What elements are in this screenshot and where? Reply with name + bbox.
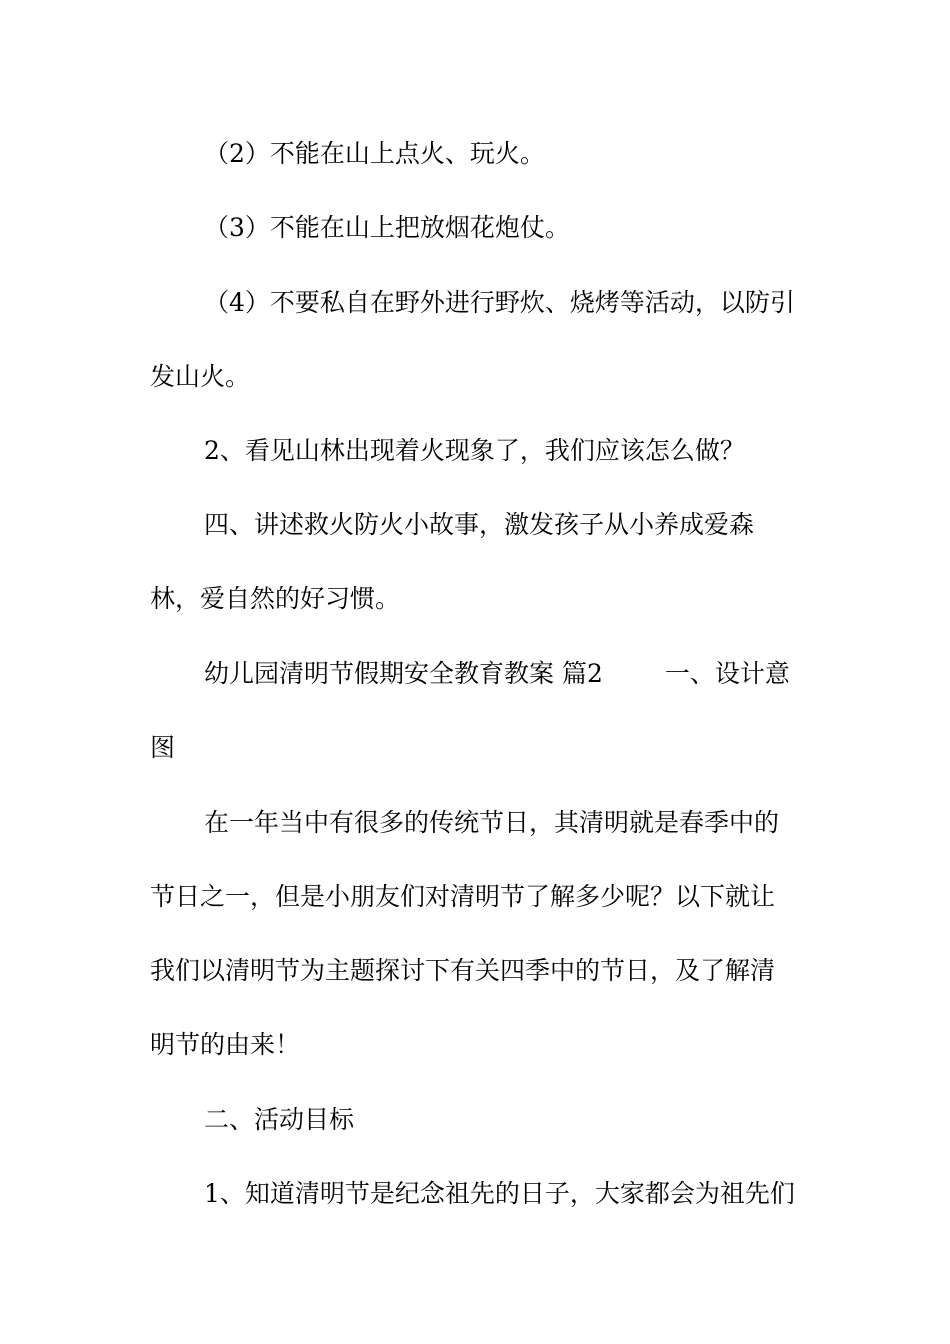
section-two-heading: 二、活动目标 [204, 1105, 355, 1134]
section-one-heading: 一、设计意 [664, 659, 790, 688]
intro-paragraph-line-3: 我们以清明节为主题探讨下有关四季中的节日，及了解清 [150, 956, 776, 985]
section-four-line-1: 四、讲述救火防火小故事，激发孩子从小养成爱森 [204, 510, 755, 539]
list-item-2: （2）不能在山上点火、玩火。 [204, 139, 545, 168]
list-item-4-line-1: （4）不要私自在野外进行野炊、烧烤等活动，以防引 [204, 288, 795, 317]
intro-paragraph-line-1: 在一年当中有很多的传统节日，其清明就是春季中的 [204, 808, 780, 837]
question-paragraph: 2、看见山林出现着火现象了，我们应该怎么做？ [204, 436, 745, 465]
list-item-4-line-2: 发山火。 [150, 362, 251, 391]
intro-paragraph-line-2: 节日之一，但是小朋友们对清明节了解多少呢？以下就让 [150, 882, 776, 911]
lesson-title-line [204, 659, 864, 689]
section-one-heading-cont: 图 [150, 733, 176, 762]
goal-item-1: 1、知道清明节是纪念祖先的日子，大家都会为祖先们 [204, 1179, 795, 1208]
lesson-title: 幼儿园清明节假期安全教育教案 篇2 [204, 659, 603, 688]
list-item-3: （3）不能在山上把放烟花炮仗。 [204, 213, 570, 242]
section-four-line-2: 林，爱自然的好习惯。 [150, 584, 401, 613]
intro-paragraph-line-4: 明节的由来！ [150, 1030, 301, 1059]
